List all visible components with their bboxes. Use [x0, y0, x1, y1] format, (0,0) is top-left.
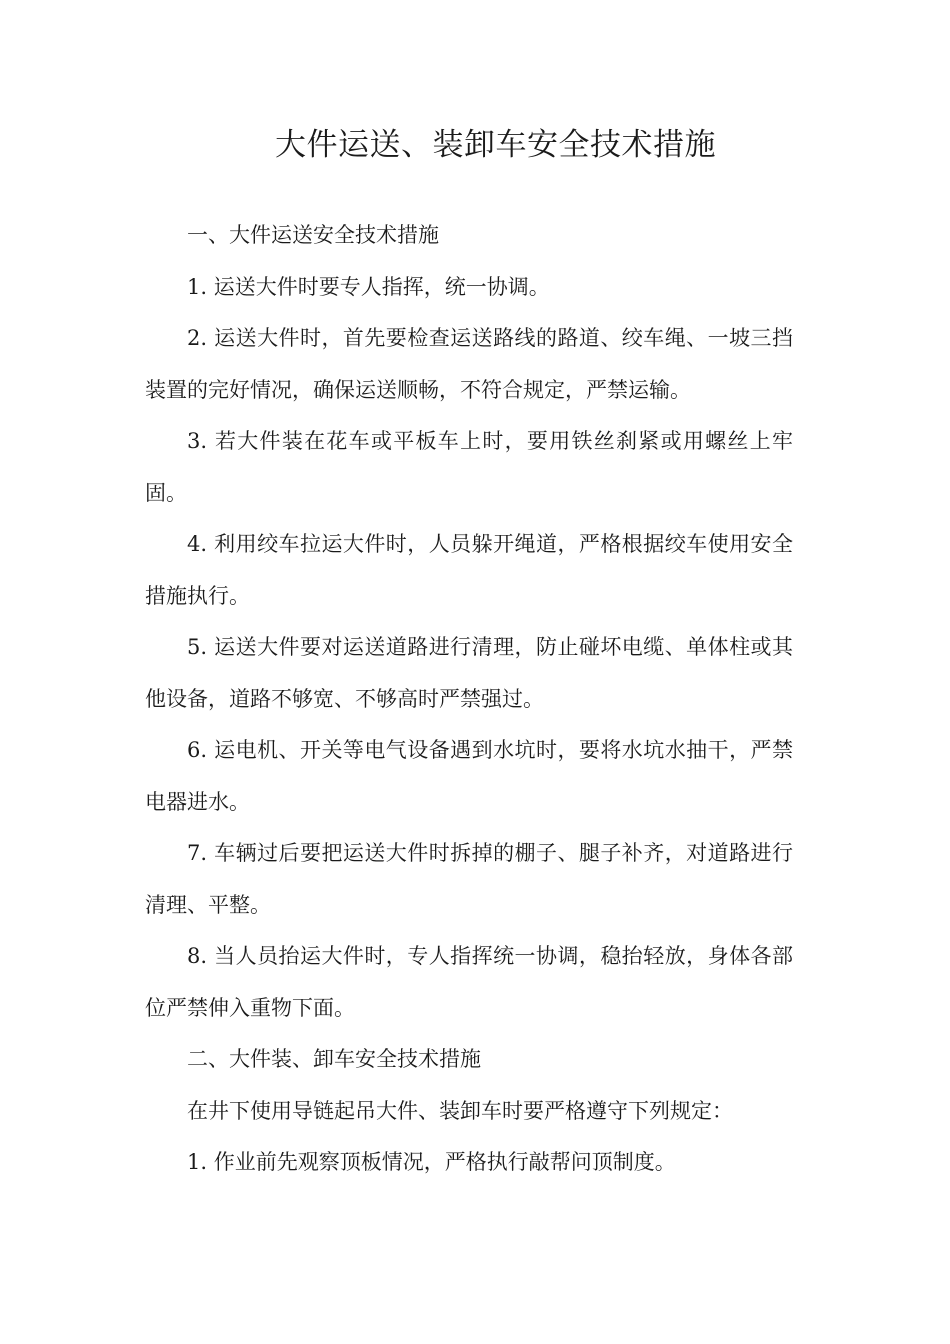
paragraph: 1. 运送大件时要专人指挥，统一协调。 [187, 274, 550, 299]
document-title: 大件运送、装卸车安全技术措施 [275, 127, 716, 163]
section-heading: 一、大件运送安全技术措施 [187, 223, 439, 247]
paragraph: 4. 利用绞车拉运大件时，人员躲开绳道，严格根据绞车使用安全措施执行。 [145, 532, 793, 608]
paragraph: 在井下使用导链起吊大件、装卸车时要严格遵守下列规定： [187, 1098, 733, 1123]
document-page [145, 120, 793, 1189]
section-heading: 二、大件装、卸车安全技术措施 [187, 1047, 481, 1071]
paragraph: 8. 当人员抬运大件时，专人指挥统一协调，稳抬轻放，身体各部位严禁伸入重物下面。 [145, 944, 793, 1020]
paragraph: 5. 运送大件要对运送道路进行清理，防止碰坏电缆、单体柱或其他设备，道路不够宽、不够高时严禁强过。 [145, 635, 793, 711]
paragraph: 2. 运送大件时，首先要检查运送路线的路道、绞车绳、一坡三挡装置的完好情况，确保运送顺畅，不符合规定，严禁运输。 [145, 326, 793, 402]
paragraph: 3. 若大件装在花车或平板车上时，要用铁丝刹紧或用螺丝上牢固。 [145, 429, 793, 505]
paragraph: 1. 作业前先观察顶板情况，严格执行敲帮问顶制度。 [187, 1150, 676, 1174]
paragraph: 6. 运电机、开关等电气设备遇到水坑时，要将水坑水抽干，严禁电器进水。 [145, 738, 793, 814]
paragraph: 7. 车辆过后要把运送大件时拆掉的棚子、腿子补齐，对道路进行清理、平整。 [145, 841, 793, 917]
